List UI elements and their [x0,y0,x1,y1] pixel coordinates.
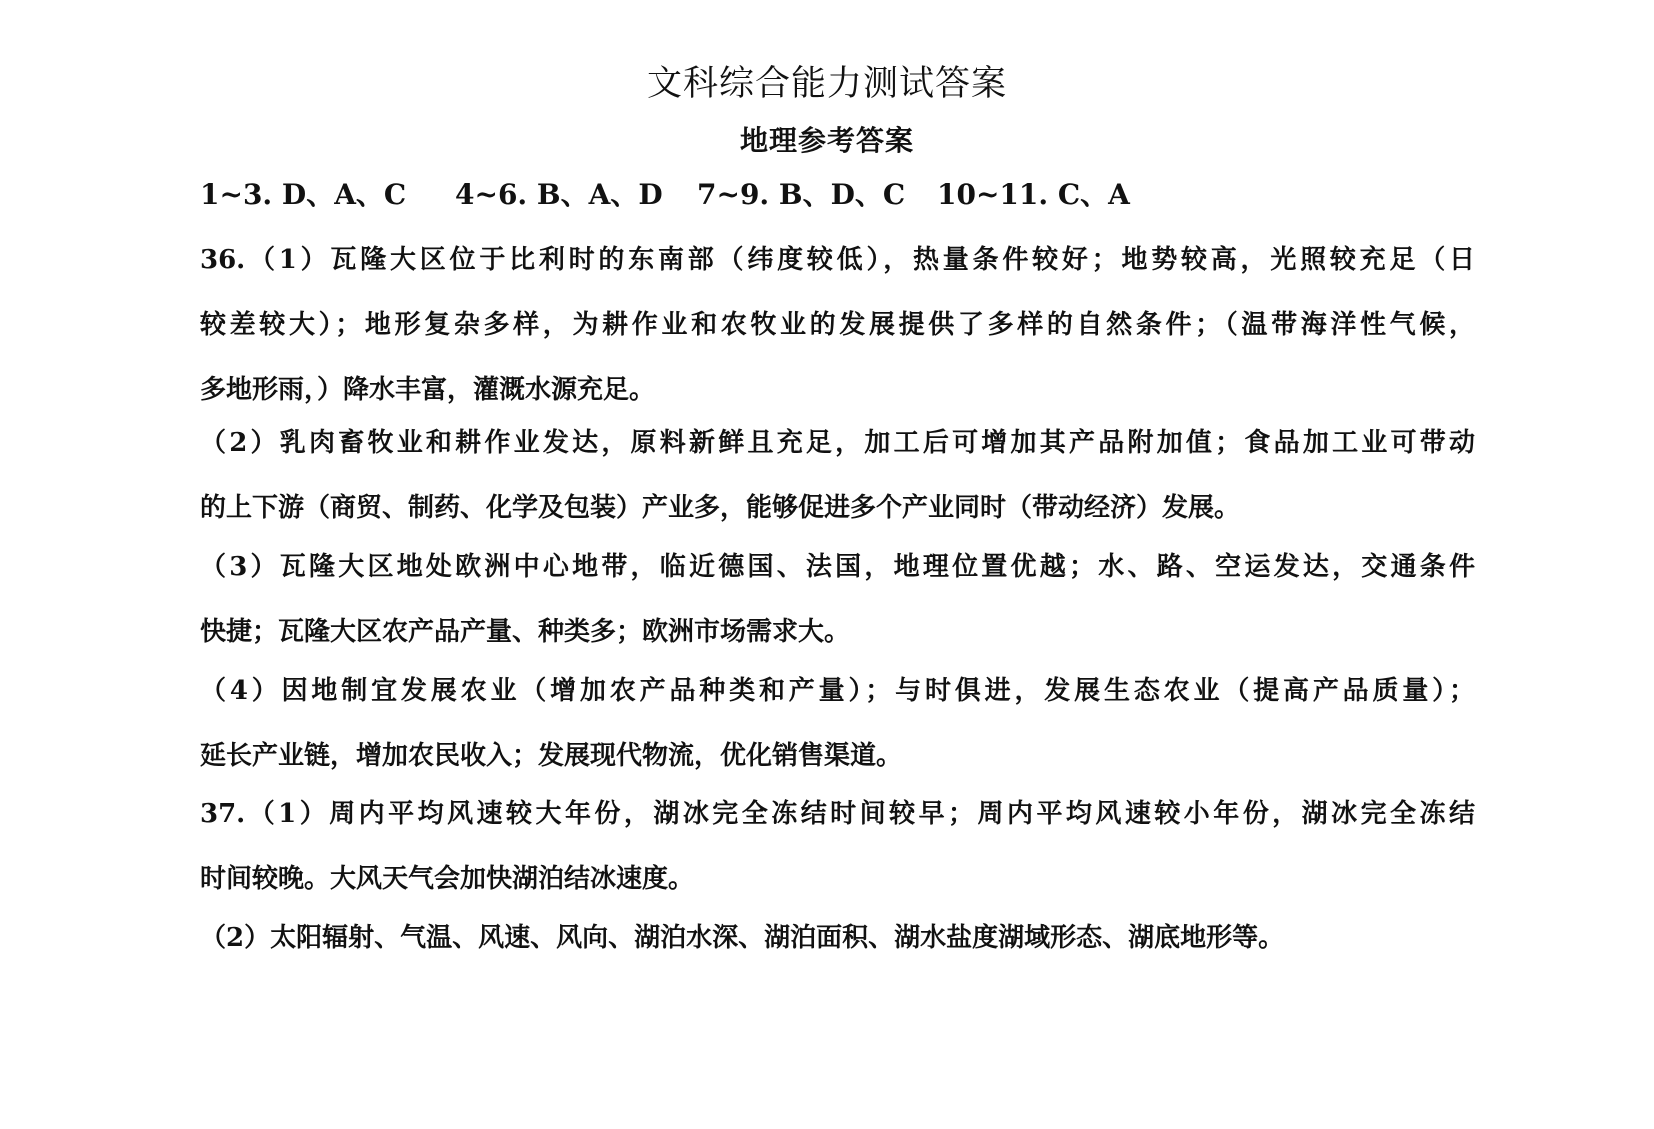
mc-answer-10-11: 10~11. C、A [937,178,1130,211]
q36-part4-line: （4）因地制宜发展农业（增加农产品种类和产量）；与时俱进，发展生态农业（提高产品质量）； [200,676,1475,706]
q37-part1-line: 时间较晚。大风天气会加快湖泊结冰速度。 [200,864,695,894]
q36-part1-line: 较差较大）；地形复杂多样，为耕作业和农牧业的发展提供了多样的自然条件；（温带海洋性气候， [200,310,1475,340]
q37-part1-line: 37.（1）周内平均风速较大年份，湖冰完全冻结时间较早；周内平均风速较小年份，湖冰完全冻结 [200,799,1475,829]
q36-part2 [200,411,1475,541]
q37-part2 [200,906,1475,971]
q36-part2-line: 的上下游（商贸、制药、化学及包装）产业多，能够促进多个产业同时（带动经济）发展。 [200,493,1241,523]
q36-part1-line: 多地形雨，）降水丰富，灌溉水源充足。 [200,375,656,405]
q36-part1 [200,228,1475,423]
q36-part4-line: 延长产业链，增加农民收入；发展现代物流，优化销售渠道。 [200,741,903,771]
mc-answer-1-3: 1~3. D、A、C [200,178,407,211]
mc-answer-4-6: 4~6. B、A、D [455,178,663,211]
mc-answer-7-9: 7~9. B、D、C [697,178,906,211]
q36-part3 [200,535,1475,665]
section-subtitle: 地理参考答案 [739,124,914,157]
q36-part3-line: （3）瓦隆大区地处欧洲中心地带，临近德国、法国，地理位置优越；水、路、空运发达，交通条件 [200,552,1475,582]
q37-part2-line: （2）太阳辐射、气温、风速、风向、湖泊水深、湖泊面积、湖水盐度湖域形态、湖底地形等。 [200,923,1285,953]
q36-part3-line: 快捷；瓦隆大区农产品产量、种类多；欧洲市场需求大。 [200,617,851,647]
page-title: 文科综合能力测试答案 [646,64,1007,104]
q36-part2-line: （2）乳肉畜牧业和耕作业发达，原料新鲜且充足，加工后可增加其产品附加值；食品加工业可带动 [200,428,1475,458]
q36-part4 [200,659,1475,789]
q37-part1 [200,782,1475,912]
q36-part1-line: 36.（1）瓦隆大区位于比利时的东南部（纬度较低），热量条件较好；地势较高，光照较充足（日 [200,245,1475,275]
